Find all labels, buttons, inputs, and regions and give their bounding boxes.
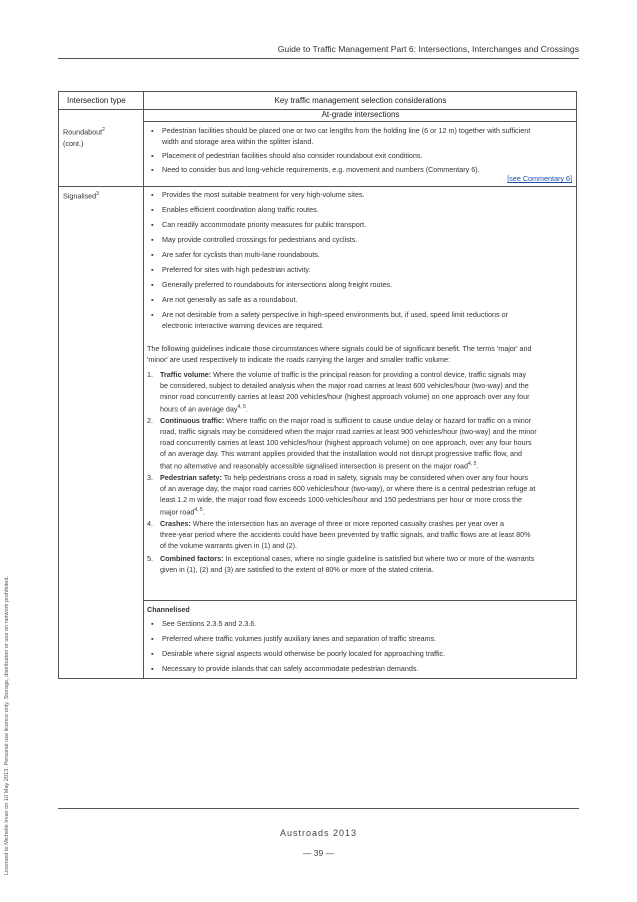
- guideline-line: [160, 494, 522, 505]
- guideline-line: [160, 459, 478, 471]
- guideline-title: Continuous traffic:: [160, 416, 225, 425]
- guideline-line: [160, 437, 532, 448]
- guideline-tail: .: [245, 404, 248, 414]
- guideline-line: [160, 529, 531, 540]
- selection-considerations-table: [58, 91, 577, 679]
- guideline-number: 2.: [147, 416, 153, 425]
- commentary-6-link[interactable]: [see Commentary 6]: [507, 174, 572, 183]
- guideline-text: Where the intersection has an average of three or more reported casualty crashes per year over a: [190, 519, 504, 528]
- guideline-line: [160, 483, 535, 494]
- type-roundabout: Roundabout$^2$: [63, 127, 105, 137]
- channelised-heading: Channelised: [147, 605, 190, 614]
- guideline-text: of the volume warrants given in (1) and (2).: [160, 541, 298, 550]
- guideline-reference: 4, 5: [468, 461, 477, 467]
- bullet-text: Preferred for sites with high pedestrian activity.: [162, 265, 311, 274]
- guideline-text: To help pedestrians cross a road in safety, signals may be considered when over any four hours: [221, 473, 529, 482]
- guideline-line: [160, 505, 205, 517]
- guideline-number: 4.: [147, 519, 153, 528]
- guideline-title: Combined factors:: [160, 554, 224, 563]
- guideline-reference: 4, 5: [237, 404, 246, 410]
- bullet-text: Provides the most suitable treatment for very high-volume sites.: [162, 190, 365, 199]
- guideline-number: 3.: [147, 473, 153, 482]
- guideline-text: Where the volume of traffic is the principal reason for providing a control device, traffic signals may: [211, 370, 527, 379]
- guideline-text: three-year period where the accidents could have been prevented by traffic signals, and traffic flows are at least 80%: [160, 530, 531, 539]
- guideline-text: In exceptional cases, where no single guideline is satisfied but where two or more of the warrants: [223, 554, 535, 563]
- intro-line: 'minor' are used respectively to indicate the roads carrying the larger and smaller traffic volume:: [147, 355, 451, 364]
- guideline-text: major road: [160, 507, 195, 517]
- page-number: — 39 —: [302, 848, 335, 858]
- guideline-number: 5.: [147, 554, 153, 563]
- guideline-line: [160, 564, 434, 575]
- guideline-line: [160, 472, 528, 483]
- bullet-text: Desirable where signal aspects would otherwise be poorly located for approaching traffic.: [162, 649, 446, 658]
- guideline-text: be considered, subject to detailed analysis when the major road carries at least 600 vehicles/hour (two-way) and the: [160, 381, 529, 390]
- licence-note: Licensed to Michelle Irvan on 10 May 2013. Personal use licence only. Storage, distribution or use on network prohibited.: [4, 575, 10, 875]
- bullet-text: Are not desirable from a safety perspective in high-speed environments but, if used, speed limit reductions or: [162, 310, 508, 319]
- section-row-rule: [143, 121, 576, 122]
- bullet-marker: ▪: [151, 664, 154, 673]
- bullet-text: Pedestrian facilities should be placed one or two car lengths from the holding line (6 or 12 m) together with sufficient: [162, 126, 531, 135]
- guideline-line: [160, 426, 537, 437]
- footer-rule: [58, 808, 579, 809]
- guideline-line: [160, 553, 534, 564]
- bullet-marker: ▪: [151, 205, 154, 214]
- row-divider-signalised: [59, 186, 576, 187]
- guideline-line: [160, 448, 522, 459]
- type-signalised: Signalised$^3$: [63, 191, 99, 201]
- bullet-marker: ▪: [151, 235, 154, 244]
- bullet-text: width and storage area within the splitter island.: [162, 137, 314, 146]
- guideline-title: Pedestrian safety:: [160, 473, 222, 482]
- bullet-text: See Sections 2.3.5 and 2.3.6.: [162, 619, 257, 628]
- bullet-marker: ▪: [151, 151, 154, 160]
- guideline-text: minor road concurrently carries at least 200 vehicles/hour (highest approach volume) on one approach over any four: [160, 392, 530, 401]
- guideline-title: Crashes:: [160, 519, 191, 528]
- bullet-marker: ▪: [151, 649, 154, 658]
- header-rule: [58, 58, 579, 59]
- guideline-text: hours of an average day: [160, 404, 238, 414]
- guideline-title: Traffic volume:: [160, 370, 212, 379]
- guideline-reference: 4, 5: [194, 507, 203, 513]
- bullet-text: Generally preferred to roundabouts for intersections along freight routes.: [162, 280, 393, 289]
- bullet-marker: ▪: [151, 250, 154, 259]
- bullet-text: Necessary to provide islands that can safely accommodate pedestrian demands.: [162, 664, 419, 673]
- footer-org: Austroads 2013: [279, 828, 358, 838]
- guideline-tail: .: [476, 461, 479, 471]
- bullet-marker: ▪: [151, 265, 154, 274]
- running-header: Guide to Traffic Management Part 6: Intersections, Interchanges and Crossings: [277, 44, 579, 54]
- guideline-line: [160, 391, 530, 402]
- bullet-text: Are safer for cyclists than multi-lane roundabouts.: [162, 250, 320, 259]
- guideline-text: road, traffic signals may be considered when the major road carries at least 900 vehicles/hour (two-way) and the minor: [160, 427, 537, 436]
- guideline-number: 1.: [147, 370, 153, 379]
- guideline-line: [160, 380, 529, 391]
- guideline-text: road concurrently carries at least 100 vehicles/hour (highest approach volume) on one approach, over any four hours: [160, 438, 532, 447]
- bullet-marker: ▪: [151, 634, 154, 643]
- column-divider: [143, 92, 144, 678]
- bullet-marker: ▪: [151, 126, 154, 135]
- guideline-text: Where traffic on the major road is sufficient to cause undue delay or hazard for traffic on a minor: [224, 416, 532, 425]
- bullet-marker: ▪: [151, 165, 154, 174]
- row-divider-channelised: [143, 600, 576, 601]
- col-header-type: Intersection type: [67, 96, 126, 105]
- guideline-text: that no alternative and reasonably accessible signalised intersection is present on the major road: [160, 461, 469, 471]
- guideline-line: [160, 415, 531, 426]
- guideline-text: of an average day, the major road carries 600 vehicles/hour (two-way), or where there is a central pedestrian refuge at: [160, 484, 536, 493]
- bullet-text: Placement of pedestrian facilities should also consider roundabout exit conditions.: [162, 151, 423, 160]
- bullet-text: electronic interactive warning devices are required.: [162, 321, 324, 330]
- guideline-tail: .: [202, 507, 205, 517]
- bullet-text: Can readily accommodate priority measures for public transport.: [162, 220, 367, 229]
- guideline-line: [160, 369, 526, 380]
- bullet-text: May provide controlled crossings for pedestrians and cyclists.: [162, 235, 358, 244]
- guideline-line: [160, 518, 504, 529]
- intro-line: The following guidelines indicate those circumstances where signals could be of significant benefit. The terms 'major' and: [147, 344, 532, 353]
- guideline-text: of an average day. This warrant applies provided that the installation would not disrupt progressive traffic flow, and: [160, 449, 522, 458]
- bullet-text: Need to consider bus and long-vehicle requirements, e.g. movement and numbers (Commentary 6).: [162, 165, 480, 174]
- guideline-line: [160, 540, 297, 551]
- bullet-marker: ▪: [151, 280, 154, 289]
- bullet-text: Preferred where traffic volumes justify auxiliary lanes and separation of traffic streams.: [162, 634, 437, 643]
- bullet-text: Enables efficient coordination along traffic routes.: [162, 205, 319, 214]
- col-header-considerations: Key traffic management selection considerations: [274, 96, 447, 105]
- bullet-marker: ▪: [151, 619, 154, 628]
- bullet-marker: ▪: [151, 295, 154, 304]
- bullet-marker: ▪: [151, 190, 154, 199]
- bullet-text: Are not generally as safe as a roundabout.: [162, 295, 298, 304]
- guideline-text: given in (1), (2) and (3) are satisfied to the extent of 80% or more of the stated criteria.: [160, 565, 434, 574]
- type-roundabout-note: (cont.): [63, 139, 84, 148]
- section-at-grade: At-grade intersections: [321, 110, 400, 119]
- bullet-marker: ▪: [151, 310, 154, 319]
- guideline-text: least 1.2 m wide, the major road flow exceeds 1000 vehicles/hour and 150 pedestrians per hour or more cross the: [160, 495, 522, 504]
- guideline-line: [160, 402, 248, 414]
- bullet-marker: ▪: [151, 220, 154, 229]
